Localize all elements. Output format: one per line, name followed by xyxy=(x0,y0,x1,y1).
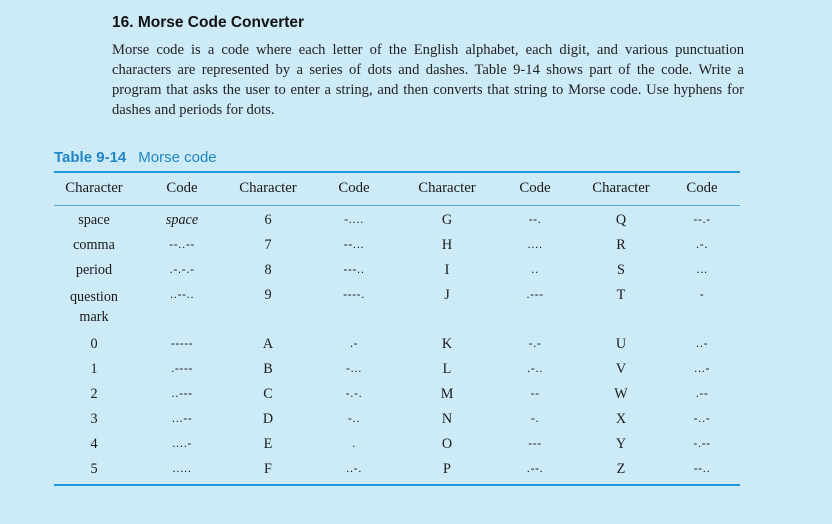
character-cell: T xyxy=(616,287,626,303)
code-cell: -... xyxy=(346,361,362,375)
character-cell: 9 xyxy=(264,287,272,303)
column-header: Character xyxy=(418,180,476,196)
code-cell: .---- xyxy=(171,361,193,375)
code-cell: -..- xyxy=(693,411,711,425)
character-cell: 1 xyxy=(90,361,98,377)
character-cell: V xyxy=(615,361,627,377)
code-cell: ..- xyxy=(695,336,709,350)
character-cell: Z xyxy=(616,461,626,477)
character-cell: O xyxy=(441,436,453,452)
character-cell: U xyxy=(615,336,627,352)
code-cell: --... xyxy=(343,237,365,251)
code-cell: -.. xyxy=(347,411,361,425)
character-cell: B xyxy=(263,361,273,377)
code-cell: .-.. xyxy=(527,361,543,375)
code-cell: .--. xyxy=(526,461,544,475)
column-header: Code xyxy=(166,180,198,196)
table-row xyxy=(54,287,740,336)
code-cell: -. xyxy=(530,411,540,425)
character-cell: R xyxy=(616,237,626,253)
character-cell: A xyxy=(262,336,274,352)
code-cell: space xyxy=(165,212,199,228)
character-cell: I xyxy=(444,262,450,278)
code-cell: .-. xyxy=(695,237,709,251)
character-cell: 6 xyxy=(264,212,272,228)
table-row xyxy=(54,386,740,411)
column-header: Character xyxy=(65,180,123,196)
code-cell: .- xyxy=(349,336,359,350)
character-cell: Y xyxy=(615,436,627,452)
code-cell: --.- xyxy=(693,212,711,226)
code-cell: --- xyxy=(528,436,542,450)
character-cell: S xyxy=(617,262,625,278)
code-cell: ---.. xyxy=(343,262,365,276)
code-cell: -.-- xyxy=(693,436,711,450)
code-cell: ----. xyxy=(343,287,365,301)
column-header: Character xyxy=(592,180,650,196)
character-cell: 7 xyxy=(264,237,272,253)
table-row xyxy=(54,411,740,436)
character-cell: L xyxy=(442,361,452,377)
table-row xyxy=(54,336,740,361)
code-cell: ..--- xyxy=(171,386,193,400)
code-cell: ..... xyxy=(172,461,192,475)
character-cell: Q xyxy=(615,212,627,228)
code-cell: ..--.. xyxy=(169,287,195,301)
code-cell: ... xyxy=(696,262,708,276)
description-paragraph: Morse code is a code where each letter of the English alphabet, each digit, and various punctuation characters are represented by a series of dots and dashes. Table 9-14 shows part of the code. Write a program that asks the user to enter a string, and then converts that string to Morse code. Use hyphens for dashes and periods for dots. xyxy=(112,42,744,118)
character-cell: D xyxy=(262,411,274,427)
code-cell: .. xyxy=(531,262,539,276)
table-top-rule xyxy=(54,171,740,173)
character-cell: space xyxy=(78,212,110,228)
character-cell: 4 xyxy=(90,436,98,452)
code-cell: -.... xyxy=(344,212,364,226)
table-caption xyxy=(54,149,217,166)
character-cell: 2 xyxy=(90,386,98,402)
table-row xyxy=(54,436,740,461)
code-cell: --.. xyxy=(693,461,711,475)
column-header: Code xyxy=(338,180,370,196)
table-row xyxy=(54,361,740,386)
character-cell: 5 xyxy=(90,461,98,477)
code-cell: - xyxy=(699,287,705,301)
character-cell: H xyxy=(441,237,453,253)
code-cell: -.- xyxy=(528,336,542,350)
character-cell: M xyxy=(440,386,454,402)
table-row xyxy=(54,237,740,262)
code-cell: --. xyxy=(528,212,542,226)
code-cell: .-- xyxy=(695,386,709,400)
character-cell: 0 xyxy=(90,336,98,352)
character-cell: 8 xyxy=(264,262,272,278)
column-header: Character xyxy=(239,180,297,196)
table-caption-number: Table 9-14 xyxy=(54,149,127,166)
table-caption-title: Morse code xyxy=(138,149,217,166)
code-cell: ...-- xyxy=(171,411,193,425)
character-cell: K xyxy=(441,336,453,352)
code-cell: -.-. xyxy=(345,386,363,400)
code-cell: ----- xyxy=(170,336,194,350)
character-cell: period xyxy=(75,262,113,278)
character-cell: comma xyxy=(73,237,115,253)
column-header: Code xyxy=(519,180,551,196)
table-row xyxy=(54,212,740,237)
character-cell: 3 xyxy=(90,411,98,427)
column-header: Code xyxy=(686,180,718,196)
code-cell: .-.-.- xyxy=(169,262,195,276)
character-cell: P xyxy=(443,461,451,477)
character-cell: W xyxy=(614,386,628,402)
code-cell: --..-- xyxy=(169,237,195,251)
table-header-row xyxy=(54,180,740,206)
character-cell: question mark xyxy=(69,289,119,325)
morse-code-table xyxy=(54,180,740,486)
character-cell: C xyxy=(263,386,273,402)
code-cell: ..-. xyxy=(346,461,362,475)
code-cell: .--- xyxy=(526,287,544,301)
character-cell: X xyxy=(615,411,627,427)
code-cell: . xyxy=(352,436,356,450)
code-cell: .... xyxy=(527,237,543,251)
code-cell: ....- xyxy=(172,436,192,450)
character-cell: N xyxy=(441,411,453,427)
character-cell: G xyxy=(441,212,453,228)
character-cell: F xyxy=(264,461,272,477)
character-cell: J xyxy=(444,287,450,303)
character-cell: E xyxy=(263,436,273,452)
code-cell: -- xyxy=(530,386,540,400)
section-title: 16. Morse Code Converter xyxy=(112,14,305,31)
code-cell: ...- xyxy=(694,361,710,375)
table-row xyxy=(54,262,740,287)
table-row xyxy=(54,461,740,486)
